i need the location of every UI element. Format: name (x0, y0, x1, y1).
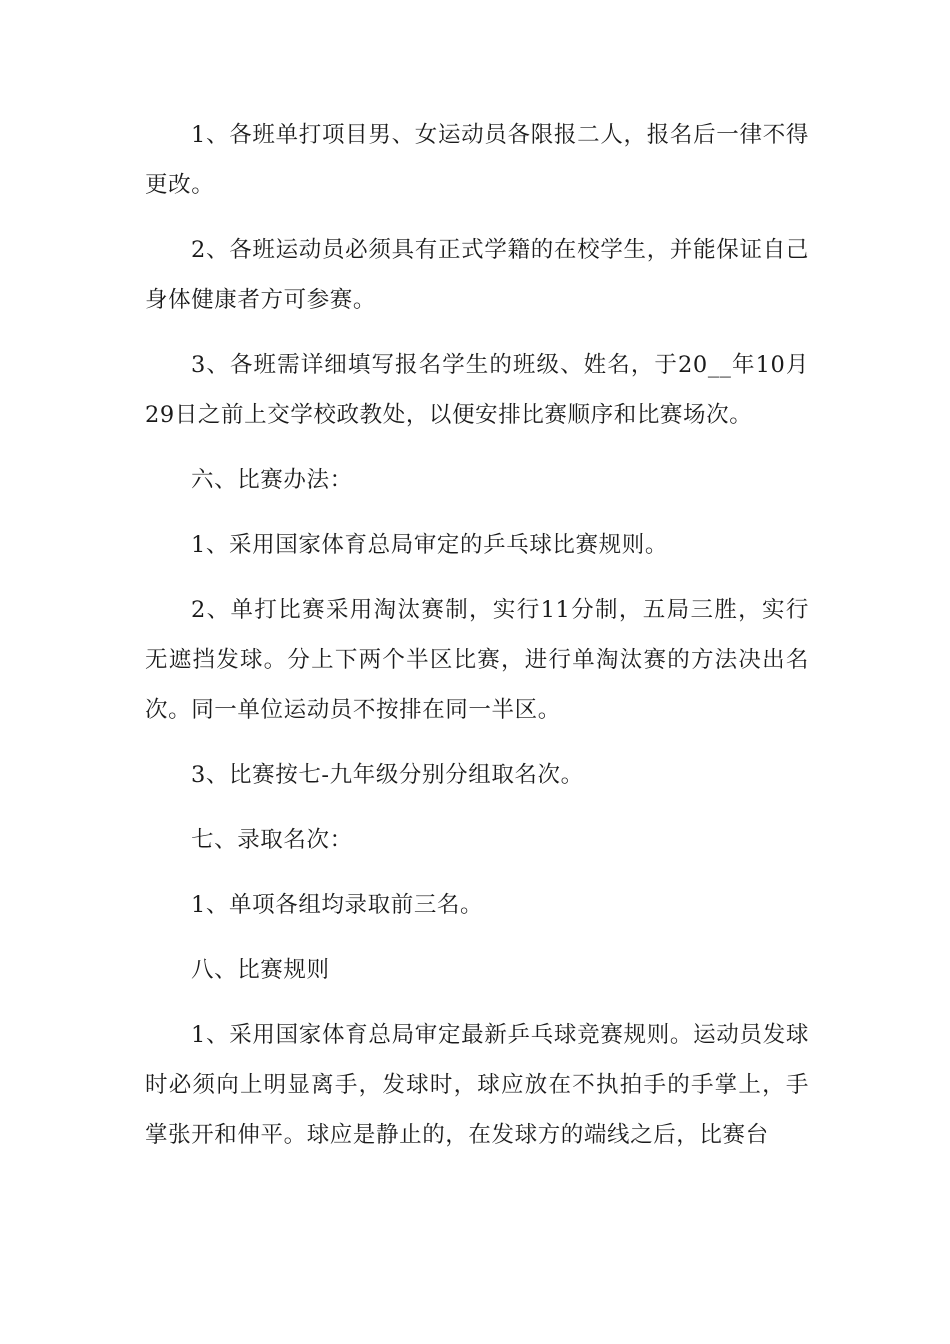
document-body (145, 110, 809, 1175)
section-heading-competition-method: 六、比赛办法： (191, 467, 353, 493)
section-heading-competition-rules: 八、比赛规则 (191, 957, 330, 983)
paragraph-knockout-format: 2、单打比赛采用淘汰赛制，实行11分制，五局三胜，实行无遮挡发球。分上下两个半区比赛，进行单淘汰赛的方法决出名次。同一单位运动员不按排在同一半区。 (145, 597, 809, 723)
paragraph-serve-rules: 1、采用国家体育总局审定最新乒乓球竞赛规则。运动员发球时必须向上明显离手，发球时，球应放在不执拍手的手掌上，手掌张开和伸平。球应是静止的，在发球方的端线之后，比赛台 (145, 1022, 809, 1148)
paragraph-submission-deadline: 3、各班需详细填写报名学生的班级、姓名，于20__年10月29日之前上交学校政教处，以便安排比赛顺序和比赛场次。 (145, 352, 809, 428)
paragraph-rules-adopted: 1、采用国家体育总局审定的乒乓球比赛规则。 (191, 532, 668, 558)
section-heading-ranking: 七、录取名次： (191, 827, 353, 853)
paragraph-grade-grouping: 3、比赛按七-九年级分别分组取名次。 (191, 762, 584, 788)
paragraph-student-eligibility: 2、各班运动员必须具有正式学籍的在校学生，并能保证自己身体健康者方可参赛。 (145, 237, 809, 313)
paragraph-registration-limit: 1、各班单打项目男、女运动员各限报二人，报名后一律不得更改。 (145, 122, 809, 198)
paragraph-top-three: 1、单项各组均录取前三名。 (191, 892, 484, 918)
